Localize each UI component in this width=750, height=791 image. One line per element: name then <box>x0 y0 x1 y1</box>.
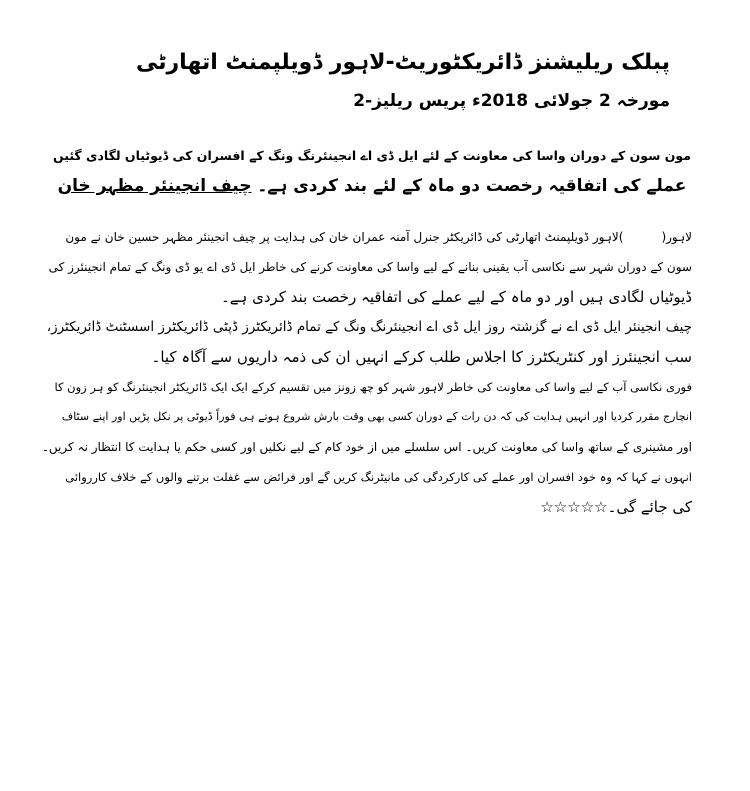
paragraph-1-line-2: سون کے دوران شہر سے نکاسی آب یقینی بنانے کے لیے واسا کی معاونت کرنے کی خاطر ایل ڈی اے یو ڈی ونگ کے تمام انجینئرز کی <box>48 260 692 274</box>
release-number: پریس ریلیز-2 <box>353 91 467 111</box>
paragraph-4-line-1: انہوں نے کہا کہ وہ خود افسران اور عملے کی کارکردگی کی مانیٹرنگ کریں گے اور فرائض سے غفلت برتنے والوں کے خلاف کارروائی <box>65 470 692 484</box>
paragraph-4 <box>42 462 692 522</box>
release-meta <box>130 90 670 111</box>
headline-line-1: مون سون کے دوران واسا کی معاونت کے لئے ایل ڈی اے انجینئرنگ ونگ کے افسران کی ڈیوٹیاں لگادی گئیں <box>52 148 692 163</box>
paragraph-3-line-2: انچارج مقرر کردیا اور انہیں ہدایت کی کہ دن رات کے دوران کسی بھی وقت بارش شروع ہوتے ہی فوراً ڈیوٹی پر نکل پڑیں اور اپنے سٹاف <box>61 410 692 423</box>
press-release-body <box>42 222 692 522</box>
paragraph-1 <box>42 222 692 312</box>
paragraph-4-line-2 <box>42 492 692 522</box>
paragraph-3-line-1: فوری نکاسی آب کے لیے واسا کی معاونت کی خاطر لاہور شہر کو چھ زونز میں تقسیم کرکے ایک ایک ڈائریکٹر انجینئرنگ کو ہر زون کا <box>54 380 692 394</box>
paragraph-2-line-1: چیف انجینئر ایل ڈی اے نے گزشتہ روز ایل ڈی اے انجینئرنگ ونگ کے تمام ڈائریکٹرز ڈپٹی ڈائریکٹرز اسسٹنٹ ڈائریکٹرز، <box>46 319 692 335</box>
paragraph-1-line-3: ڈیوٹیاں لگادی ہیں اور دو ماہ کے لیے عملے کی اتفاقیہ رخصت بند کردی ہے۔ <box>220 288 692 306</box>
paragraph-2 <box>42 312 692 372</box>
headline-line-2-text: عملے کی اتفاقیہ رخصت دو ماہ کے لئے بند کردی ہے۔ <box>257 176 687 196</box>
organization-title: پبلک ریلیشنز ڈائریکٹوریٹ-لاہور ڈویلپمنٹ اتھارٹی <box>136 50 670 75</box>
paragraph-3 <box>42 372 692 462</box>
paragraph-4-line-2-text: کی جائے گی۔ <box>607 498 692 516</box>
dateline-close: ) <box>618 230 624 244</box>
headline <box>52 140 692 202</box>
dateline: لاہور( <box>661 230 692 244</box>
release-date: مورخہ 2 جولائی 2018ء <box>472 91 670 111</box>
paragraph-2-line-2: سب انجینئرز اور کنٹریکٹرز کا اجلاس طلب کرکے انہیں ان کی ذمہ داریوں سے آگاہ کیا۔ <box>151 348 692 366</box>
paragraph-1-line-1 <box>42 222 692 252</box>
headline-line-2 <box>52 171 692 202</box>
headline-chief-engineer: چیف انجینئر مظہر خان <box>57 176 252 196</box>
paragraph-3-line-3: اور مشینری کے ساتھ واسا کی معاونت کریں۔ اس سلسلے میں از خود کام کے لیے نکلیں اور کسی حکم یا ہدایت کا انتظار نہ کریں۔ <box>41 440 692 454</box>
paragraph-1-line-1-text: لاہور ڈویلپمنٹ اتھارٹی کی ڈائریکٹر جنرل آمنہ عمران خان کی ہدایت پر چیف انجینئر مظہر حسین خان نے مون <box>65 230 619 244</box>
end-stars: ☆☆☆☆☆ <box>540 498 608 516</box>
